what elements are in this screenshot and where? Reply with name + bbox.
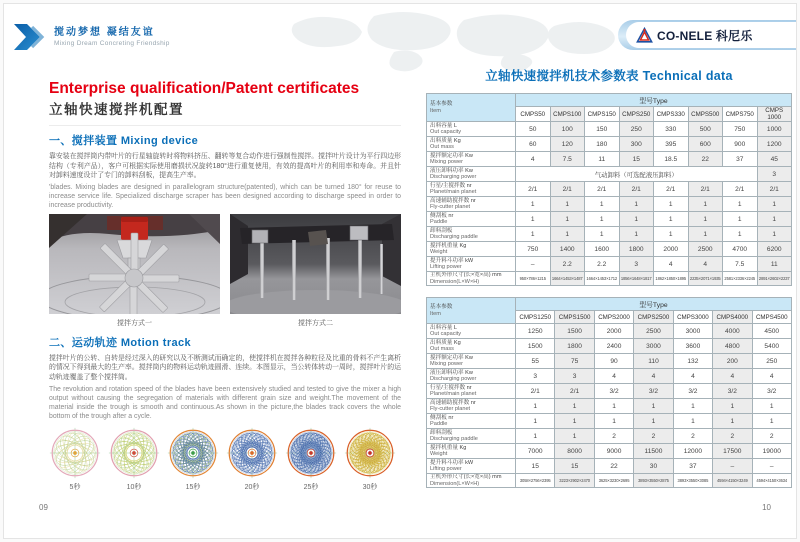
model-cell: CMPS1250 — [516, 311, 555, 324]
track-label: 25秒 — [303, 483, 319, 491]
conele-logo-text: CO-NELE 科尼乐 — [657, 28, 753, 43]
row-label: 液压卸料功率 Kw Discharging power — [427, 369, 516, 384]
motion-track-5秒 — [49, 427, 101, 492]
value-cell: 1 — [688, 212, 723, 227]
value-cell: 15 — [619, 152, 654, 167]
value-cell: 1 — [594, 399, 633, 414]
value-cell: 2 — [594, 429, 633, 444]
row-label: 侧刮板 nr Paddle — [427, 212, 516, 227]
value-cell: 75 — [555, 354, 594, 369]
value-cell: 3223×2902×2470 — [555, 474, 594, 488]
value-cell: 900 — [723, 137, 758, 152]
value-cell: 2.2 — [585, 257, 620, 272]
value-cell: 4 — [752, 369, 791, 384]
track-pattern-image — [167, 427, 219, 479]
value-cell: 2500 — [634, 324, 673, 339]
model-cell: CMPS2000 — [594, 311, 633, 324]
type-header: 型号Type — [516, 298, 792, 311]
value-cell: 1 — [516, 227, 551, 242]
value-cell: – — [516, 257, 551, 272]
value-cell: 90 — [594, 354, 633, 369]
row-label: 搅拌额定功率 Kw Mixing power — [427, 354, 516, 369]
value-cell: 3600 — [673, 339, 712, 354]
value-cell: 45 — [757, 152, 792, 167]
value-cell: 250 — [619, 122, 654, 137]
value-cell: 2/1 — [619, 182, 654, 197]
section2-heading: 二、运动轨迹 Motion track — [49, 336, 192, 349]
value-cell: 4 — [713, 369, 752, 384]
motion-track-diagrams — [49, 427, 401, 492]
value-cell: 11 — [757, 257, 792, 272]
value-cell: 22 — [594, 459, 633, 474]
model-cell: CMPS250 — [619, 107, 654, 122]
motion-track-25秒 — [285, 427, 337, 492]
value-cell: 2 — [752, 429, 791, 444]
row-label: 高速辅助搅拌数 nr Fly-cutter planet — [427, 197, 516, 212]
item-header: 基本参数 Item — [427, 94, 516, 122]
page-title-cn: 立轴快速搅拌机配置 — [49, 102, 184, 117]
value-cell: 180 — [585, 137, 620, 152]
value-cell: 2891×2602×2237 — [757, 272, 792, 286]
technical-table-1-container — [426, 93, 792, 286]
value-cell: 1 — [654, 227, 689, 242]
value-cell: 1 — [752, 399, 791, 414]
motion-track-10秒 — [108, 427, 160, 492]
value-cell: 4700 — [723, 242, 758, 257]
value-cell: 2.2 — [550, 257, 585, 272]
technical-table-2 — [426, 297, 792, 488]
value-cell: 1800 — [555, 339, 594, 354]
value-cell: 3/2 — [634, 384, 673, 399]
mixer-rods-photo — [230, 214, 401, 314]
model-cell: CMPS4000 — [713, 311, 752, 324]
brand-slogans — [54, 27, 170, 48]
value-cell: 3 — [619, 257, 654, 272]
value-cell: 1 — [634, 414, 673, 429]
value-cell: 200 — [713, 354, 752, 369]
value-cell: 4594×4150×3249 — [713, 474, 752, 488]
value-cell: 15 — [555, 459, 594, 474]
track-pattern-image — [344, 427, 396, 479]
value-cell: 15 — [516, 459, 555, 474]
row-label: 主机外形尺寸(长×宽×高) mm Dimension(L×W×H) — [427, 272, 516, 286]
value-cell: – — [752, 459, 791, 474]
photo1-caption: 搅拌方式一 — [117, 319, 152, 327]
value-cell: 1856×1648×1817 — [619, 272, 654, 286]
value-cell: 2/1 — [688, 182, 723, 197]
value-cell: 4 — [634, 369, 673, 384]
value-cell: 150 — [585, 122, 620, 137]
value-cell: 1 — [555, 414, 594, 429]
value-cell: 7000 — [516, 444, 555, 459]
model-cell: CMPS330 — [654, 107, 689, 122]
value-cell: 1250 — [516, 324, 555, 339]
value-cell: 3/2 — [673, 384, 712, 399]
value-cell: 气动卸料（可选配液压卸料） — [516, 167, 758, 182]
track-label: 20秒 — [244, 483, 260, 491]
brand-band — [618, 20, 796, 50]
value-cell: 1 — [757, 227, 792, 242]
row-label: 行星/主搅拌数 nr Planet/main planet — [427, 182, 516, 197]
value-cell: 1664×1453×1712 — [585, 272, 620, 286]
value-cell: 1 — [634, 399, 673, 414]
value-cell: 1 — [585, 212, 620, 227]
section2-paragraph-cn: 搅拌叶片的公转、自转是经过深入的研究以及不断测试而确定的，使搅拌机在搅拌各种粒径及比重的骨料不产生离析的情况下得到最大的生产率。搅拌筒内的物料运动轨迹圆滑、连续。本图显示，当公转体转动一周时，搅拌叶片的运动轨迹覆盖了整个搅拌筒。 — [49, 354, 401, 381]
value-cell: 1000 — [757, 122, 792, 137]
value-cell: 1 — [757, 197, 792, 212]
value-cell: 3000 — [634, 339, 673, 354]
value-cell: 9000 — [594, 444, 633, 459]
value-cell: 3625×3230×2695 — [594, 474, 633, 488]
row-label: 液压卸料功率 Kw Discharging power — [427, 167, 516, 182]
value-cell: 500 — [688, 122, 723, 137]
value-cell: 395 — [654, 137, 689, 152]
value-cell: 1 — [516, 212, 551, 227]
value-cell: 3 — [555, 369, 594, 384]
value-cell: 5400 — [752, 339, 791, 354]
value-cell: 1 — [516, 399, 555, 414]
value-cell: 2000 — [594, 324, 633, 339]
photo-mixing-method-2 — [230, 214, 401, 328]
value-cell: 1600 — [585, 242, 620, 257]
value-cell: 1862×1850×1895 — [654, 272, 689, 286]
value-cell: 3/2 — [713, 384, 752, 399]
value-cell: 1 — [673, 399, 712, 414]
row-label: 提升料斗功率 kW Lifting power — [427, 459, 516, 474]
value-cell: 2/1 — [654, 182, 689, 197]
value-cell: 1 — [654, 197, 689, 212]
model-cell: CMPS2500 — [634, 311, 673, 324]
mixing-photos — [49, 214, 401, 328]
value-cell: 60 — [516, 137, 551, 152]
value-cell: 4 — [516, 152, 551, 167]
model-cell: CMPS3000 — [673, 311, 712, 324]
track-label: 15秒 — [185, 483, 201, 491]
row-label: 提升料斗功率 kW Lifting power — [427, 257, 516, 272]
value-cell: 2/1 — [757, 182, 792, 197]
value-cell: 2581×2336×2245 — [723, 272, 758, 286]
row-label: 搅拌额定功率 Kw Mixing power — [427, 152, 516, 167]
value-cell: 1 — [654, 212, 689, 227]
track-pattern-image — [49, 427, 101, 479]
value-cell: 1 — [752, 414, 791, 429]
value-cell: 11 — [585, 152, 620, 167]
value-cell: 3000 — [673, 324, 712, 339]
value-cell: 110 — [634, 354, 673, 369]
motion-track-30秒 — [344, 427, 396, 492]
value-cell: 3 — [757, 167, 792, 182]
row-label: 出料容量 L Out capacity — [427, 122, 516, 137]
value-cell: 2000 — [654, 242, 689, 257]
value-cell: 2 — [713, 429, 752, 444]
row-label: 高速辅助搅拌数 nr Fly-cutter planet — [427, 399, 516, 414]
row-label: 出料容量 L Out capacity — [427, 324, 516, 339]
row-label: 搅拌机重量 Kg Weight — [427, 444, 516, 459]
left-page — [49, 80, 401, 492]
value-cell: 3893×3550×3085 — [673, 474, 712, 488]
value-cell: 1200 — [757, 137, 792, 152]
value-cell: 132 — [673, 354, 712, 369]
value-cell: 11500 — [634, 444, 673, 459]
photo2-caption: 搅拌方式二 — [298, 319, 333, 327]
value-cell: 2400 — [594, 339, 633, 354]
value-cell: 37 — [723, 152, 758, 167]
item-header: 基本参数 Item — [427, 298, 516, 324]
value-cell: 6200 — [757, 242, 792, 257]
value-cell: 1 — [585, 227, 620, 242]
value-cell: 1500 — [555, 324, 594, 339]
motion-track-20秒 — [226, 427, 278, 492]
value-cell: 30 — [634, 459, 673, 474]
track-pattern-image — [285, 427, 337, 479]
row-label: 搅拌机重量 Kg Weight — [427, 242, 516, 257]
section1-paragraph-cn: 靠安装在搅拌筒内带叶片的行星轴旋转时将物料挤压、翻转等复合动作进行强制性搅拌。搅拌叶片设计为平行四边形结构（专利产品），客户可根据实际使用磨损状况旋转180°进行重复使用，有效的提高叶片的利用率和寿命。并且针对卸料速度设计了专门的卸料刮板，提高生产率。 — [49, 153, 401, 180]
value-cell: 1 — [619, 212, 654, 227]
brand-slogan-cn: 搅动梦想 凝结友谊 — [54, 26, 155, 38]
value-cell: 2/1 — [585, 182, 620, 197]
value-cell: 1400 — [550, 242, 585, 257]
value-cell: 1 — [619, 197, 654, 212]
track-label: 10秒 — [126, 483, 142, 491]
value-cell: – — [713, 459, 752, 474]
value-cell: 2/1 — [555, 384, 594, 399]
value-cell: 4800 — [713, 339, 752, 354]
page-number-right: 10 — [762, 503, 771, 512]
value-cell: 18.5 — [654, 152, 689, 167]
row-label: 侧刮板 nr Paddle — [427, 414, 516, 429]
model-cell: CMPS100 — [550, 107, 585, 122]
brand-chevron-icon — [14, 24, 48, 50]
value-cell: 1 — [713, 399, 752, 414]
right-page — [426, 66, 792, 499]
page-title-en: Enterprise qualification/Patent certificates — [49, 80, 360, 97]
value-cell: 4594×4150×3634 — [752, 474, 791, 488]
brand-left — [14, 24, 170, 50]
technical-table-2-container — [426, 297, 792, 488]
row-label: 主机外形尺寸(长×宽×高) mm Dimension(L×W×H) — [427, 474, 516, 488]
row-label: 卸料刮板 Discharging paddle — [427, 227, 516, 242]
track-pattern-image — [108, 427, 160, 479]
value-cell: 1800 — [619, 242, 654, 257]
model-cell: CMPS500 — [688, 107, 723, 122]
value-cell: 2 — [634, 429, 673, 444]
value-cell: 1 — [550, 227, 585, 242]
value-cell: 1 — [516, 414, 555, 429]
model-cell: CMPS1500 — [555, 311, 594, 324]
value-cell: 1 — [723, 227, 758, 242]
value-cell: 17500 — [713, 444, 752, 459]
value-cell: 750 — [516, 242, 551, 257]
value-cell: 3/2 — [594, 384, 633, 399]
value-cell: 1 — [688, 227, 723, 242]
value-cell: 4 — [673, 369, 712, 384]
page-number-left: 09 — [39, 503, 48, 512]
value-cell: 1 — [550, 197, 585, 212]
value-cell: 4 — [594, 369, 633, 384]
value-cell: 1 — [619, 227, 654, 242]
section1-heading: 一、搅拌装置 Mixing device — [49, 135, 199, 147]
conele-triangle-icon — [636, 27, 653, 44]
value-cell: 12000 — [673, 444, 712, 459]
section2-paragraph-en: The revolution and rotation speed of the blades have been extensively studied and tested to give the mixer a high output without causing the segregation of materials with different grain size and weight.The movement of the material inside the trough is smooth and continuous.As shown in the picture,the blades track covers the whole bottom of the trough after a cycle. — [49, 385, 401, 420]
value-cell: 3058×2756×2395 — [516, 474, 555, 488]
model-cell: CMPS750 — [723, 107, 758, 122]
row-label: 卸料刮板 Discharging paddle — [427, 429, 516, 444]
value-cell: 3/2 — [752, 384, 791, 399]
value-cell: 1 — [723, 197, 758, 212]
value-cell: 750 — [723, 122, 758, 137]
value-cell: 300 — [619, 137, 654, 152]
value-cell: 37 — [673, 459, 712, 474]
value-cell: 330 — [654, 122, 689, 137]
brochure-spread — [3, 3, 797, 539]
brand-slogan-en: Mixing Dream Concreting Friendship — [54, 39, 170, 47]
value-cell: 3893×3550×2875 — [634, 474, 673, 488]
value-cell: 1 — [516, 429, 555, 444]
row-label: 行星/主搅拌数 nr Planet/main planet — [427, 384, 516, 399]
type-header: 型号Type — [516, 94, 792, 107]
value-cell: 4 — [654, 257, 689, 272]
row-label: 出料质量 Kg Out mass — [427, 339, 516, 354]
photo-mixing-method-1 — [49, 214, 220, 328]
motion-track-15秒 — [167, 427, 219, 492]
track-label: 30秒 — [362, 483, 378, 491]
value-cell: 4 — [688, 257, 723, 272]
value-cell: 22 — [688, 152, 723, 167]
value-cell: 1 — [550, 212, 585, 227]
track-label: 5秒 — [69, 483, 81, 491]
value-cell: 55 — [516, 354, 555, 369]
track-pattern-image — [226, 427, 278, 479]
value-cell: 4000 — [713, 324, 752, 339]
technical-data-title: 立轴快速搅拌机技术参数表 Technical data — [485, 69, 733, 83]
value-cell: 1500 — [516, 339, 555, 354]
value-cell: 1 — [673, 414, 712, 429]
value-cell: 1664×1453×1487 — [550, 272, 585, 286]
value-cell: 3 — [516, 369, 555, 384]
value-cell: 2500 — [688, 242, 723, 257]
value-cell: 1 — [516, 197, 551, 212]
value-cell: 1 — [723, 212, 758, 227]
section1-paragraph-en: 'blades. Mixing blades are designed in parallelogram structure(patented), which can be turned 180° for reuse to increase service life. Specialized discharge scraper has been designed according to discharge speed in order to increase productivity. — [49, 183, 401, 209]
value-cell: 120 — [550, 137, 585, 152]
value-cell: 2 — [673, 429, 712, 444]
value-cell: 4500 — [752, 324, 791, 339]
row-label: 出料质量 Kg Out mass — [427, 137, 516, 152]
value-cell: 2/1 — [516, 182, 551, 197]
model-cell: CMPS150 — [585, 107, 620, 122]
value-cell: 7.5 — [550, 152, 585, 167]
value-cell: 1 — [585, 197, 620, 212]
mixer-blades-photo — [49, 214, 220, 314]
value-cell: 600 — [688, 137, 723, 152]
divider — [49, 125, 401, 126]
value-cell: 100 — [550, 122, 585, 137]
model-cell: CMPS50 — [516, 107, 551, 122]
value-cell: 2/1 — [723, 182, 758, 197]
value-cell: 1 — [688, 197, 723, 212]
value-cell: 50 — [516, 122, 551, 137]
model-cell: CMPS 1000 — [757, 107, 792, 122]
model-cell: CMPS4500 — [752, 311, 791, 324]
value-cell: 7.5 — [723, 257, 758, 272]
value-cell: 2/1 — [516, 384, 555, 399]
value-cell: 2235×2071×1935 — [688, 272, 723, 286]
value-cell: 1 — [555, 399, 594, 414]
value-cell: 1 — [555, 429, 594, 444]
value-cell: 1 — [713, 414, 752, 429]
value-cell: 2/1 — [550, 182, 585, 197]
value-cell: 1 — [757, 212, 792, 227]
value-cell: 8000 — [555, 444, 594, 459]
value-cell: 1 — [594, 414, 633, 429]
value-cell: 950×786×1215 — [516, 272, 551, 286]
conele-logo — [626, 22, 796, 48]
value-cell: 19000 — [752, 444, 791, 459]
technical-table-1 — [426, 93, 792, 286]
value-cell: 250 — [752, 354, 791, 369]
